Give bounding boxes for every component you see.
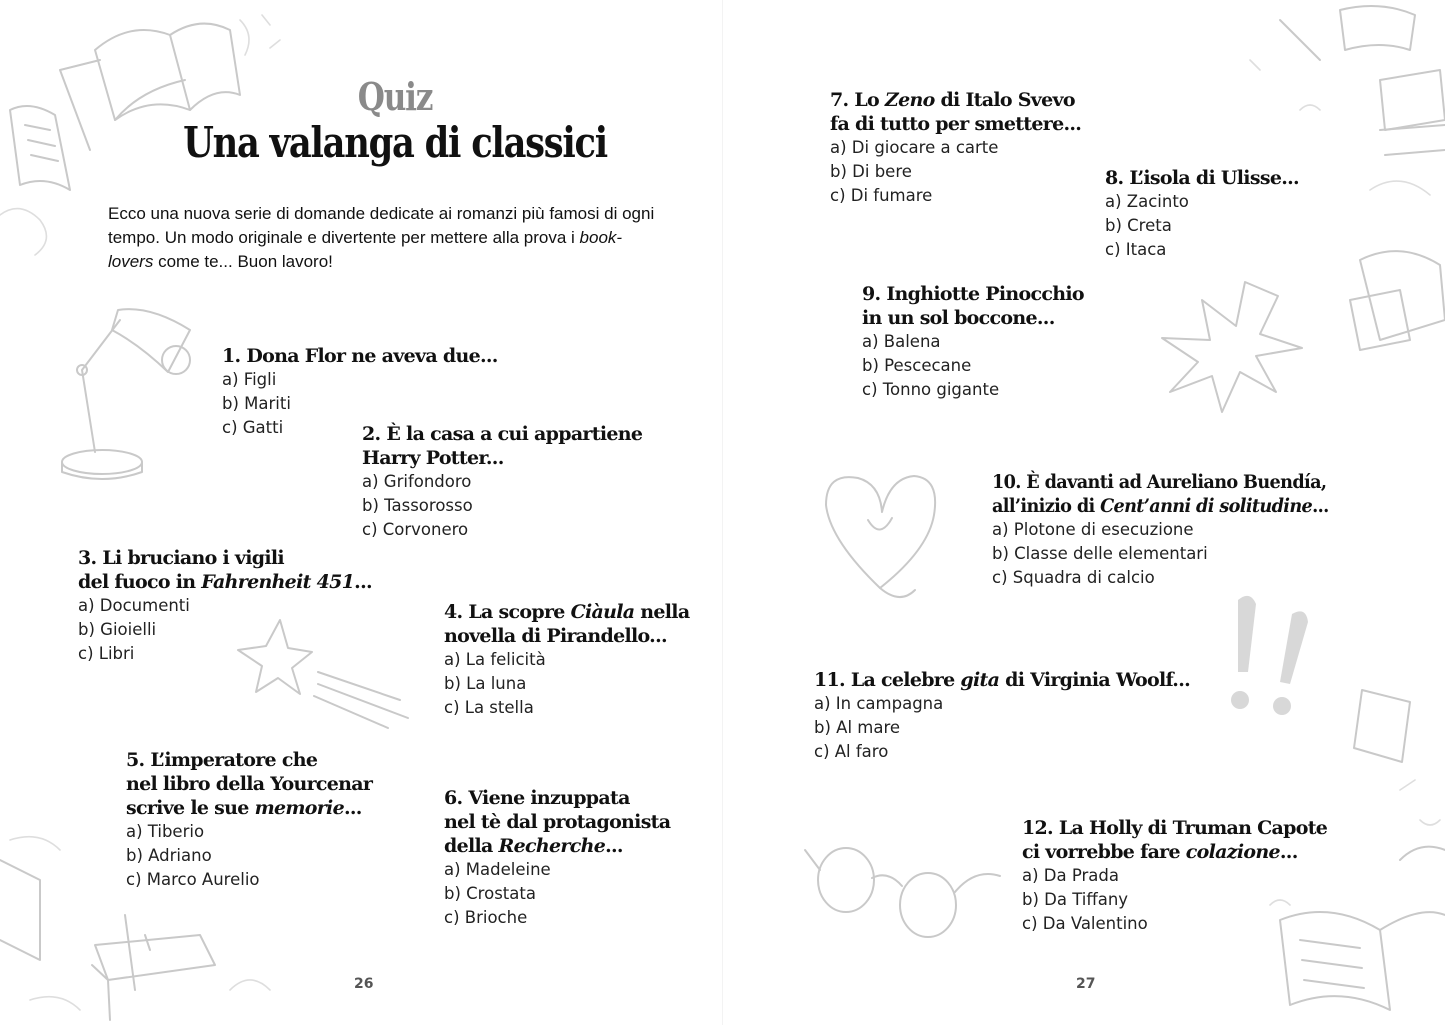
page-title: Una valanga di classici: [183, 118, 607, 167]
answer-option: c) Tonno gigante: [862, 380, 1000, 399]
answer-option: a) Zacinto: [1105, 192, 1189, 211]
question-text: 4. La scopre Ciàula nella novella di Pirandello...: [444, 601, 690, 647]
answer-option: b) Adriano: [126, 846, 212, 865]
exclamation-marks-icon: [1231, 596, 1410, 762]
answer-option: c) Di fumare: [830, 186, 933, 205]
question-12: [1022, 816, 1327, 936]
answer-option: a) Madeleine: [444, 860, 551, 879]
question-9: [862, 282, 1084, 402]
intro-line: lovers come te... Buon lavoro!: [108, 252, 333, 271]
answer-option: c) La stella: [444, 698, 534, 717]
answer-option: b) Al mare: [814, 718, 901, 737]
question-text: 9. Inghiotte Pinocchio in un sol boccone...: [862, 283, 1084, 329]
question-text: 5. L’imperatore che nel libro della Yourcenar scrive le sue memorie...: [126, 749, 373, 819]
answer-option: a) Figli: [222, 370, 277, 389]
answer-option: a) Di giocare a carte: [830, 138, 999, 157]
answer-option: b) Classe delle elementari: [992, 544, 1208, 563]
question-text: 2. È la casa a cui appartiene Harry Potter...: [362, 423, 643, 469]
heart-icon: [826, 476, 935, 597]
answer-option: c) Gatti: [222, 418, 284, 437]
question-10: [992, 470, 1354, 590]
question-text: 6. Viene inzuppata nel tè dal protagonista della Recherche...: [444, 787, 671, 857]
answer-option: b) Tassorosso: [362, 496, 473, 515]
answer-option: b) La luna: [444, 674, 527, 693]
question-6: [444, 786, 670, 930]
explosion-star-icon: [1162, 282, 1302, 412]
answer-option: c) Corvonero: [362, 520, 469, 539]
desk-lamp-icon: [62, 309, 190, 479]
answer-option: a) Balena: [862, 332, 941, 351]
section-kicker: Quiz: [357, 74, 433, 119]
answer-option: b) Pescecane: [862, 356, 972, 375]
answer-option: c) Libri: [78, 644, 135, 663]
intro-line: Ecco una nuova serie di domande dedicate ai romanzi più famosi di ogni: [108, 204, 655, 223]
answer-option: c) Da Valentino: [1022, 914, 1148, 933]
answer-option: b) Crostata: [444, 884, 536, 903]
question-4: [444, 600, 689, 720]
answer-option: c) Itaca: [1105, 240, 1167, 259]
page-number: 27: [1076, 976, 1096, 992]
answer-option: c) Marco Aurelio: [126, 870, 260, 889]
page-number: 26: [354, 976, 374, 992]
answer-option: b) Gioielli: [78, 620, 157, 639]
answer-option: a) La felicità: [444, 650, 546, 669]
answer-option: c) Squadra di calcio: [992, 568, 1155, 587]
question-text: 7. Lo Zeno di Italo Svevo fa di tutto per smettere...: [830, 89, 1082, 135]
question-3: [78, 546, 372, 666]
answer-option: a) Tiberio: [126, 822, 205, 841]
intro-line: tempo. Un modo originale e divertente per mettere alla prova i book-: [108, 228, 623, 247]
question-text: 1. Dona Flor ne aveva due...: [222, 345, 498, 367]
question-text: 3. Li bruciano i vigili del fuoco in Fahrenheit 451...: [78, 547, 372, 593]
answer-option: a) Documenti: [78, 596, 190, 615]
answer-option: a) Da Prada: [1022, 866, 1119, 885]
question-8: [1105, 166, 1299, 262]
intro-italic: book-: [579, 228, 623, 247]
answer-option: a) Grifondoro: [362, 472, 472, 491]
question-11: [814, 668, 1190, 764]
intro-italic: lovers: [108, 252, 154, 271]
answer-option: a) Plotone di esecuzione: [992, 520, 1194, 539]
question-5: [126, 748, 372, 892]
answer-option: a) In campagna: [814, 694, 944, 713]
question-7: [830, 88, 1081, 208]
question-text: 8. L’isola di Ulisse...: [1105, 167, 1299, 189]
intro-paragraph: [108, 202, 684, 274]
question-text: 11. La celebre gita di Virginia Woolf...: [814, 669, 1191, 691]
answer-option: b) Mariti: [222, 394, 291, 413]
question-2: [362, 422, 642, 542]
question-text: 12. La Holly di Truman Capote ci vorrebbe fare colazione...: [1022, 817, 1328, 863]
question-text: 10. È davanti ad Aureliano Buendía, all’inizio di Cent’anni di solitudine...: [992, 471, 1329, 517]
glasses-icon: [805, 848, 1000, 937]
answer-option: b) Di bere: [830, 162, 912, 181]
answer-option: b) Da Tiffany: [1022, 890, 1129, 909]
answer-option: c) Brioche: [444, 908, 528, 927]
answer-option: c) Al faro: [814, 742, 889, 761]
answer-option: b) Creta: [1105, 216, 1172, 235]
